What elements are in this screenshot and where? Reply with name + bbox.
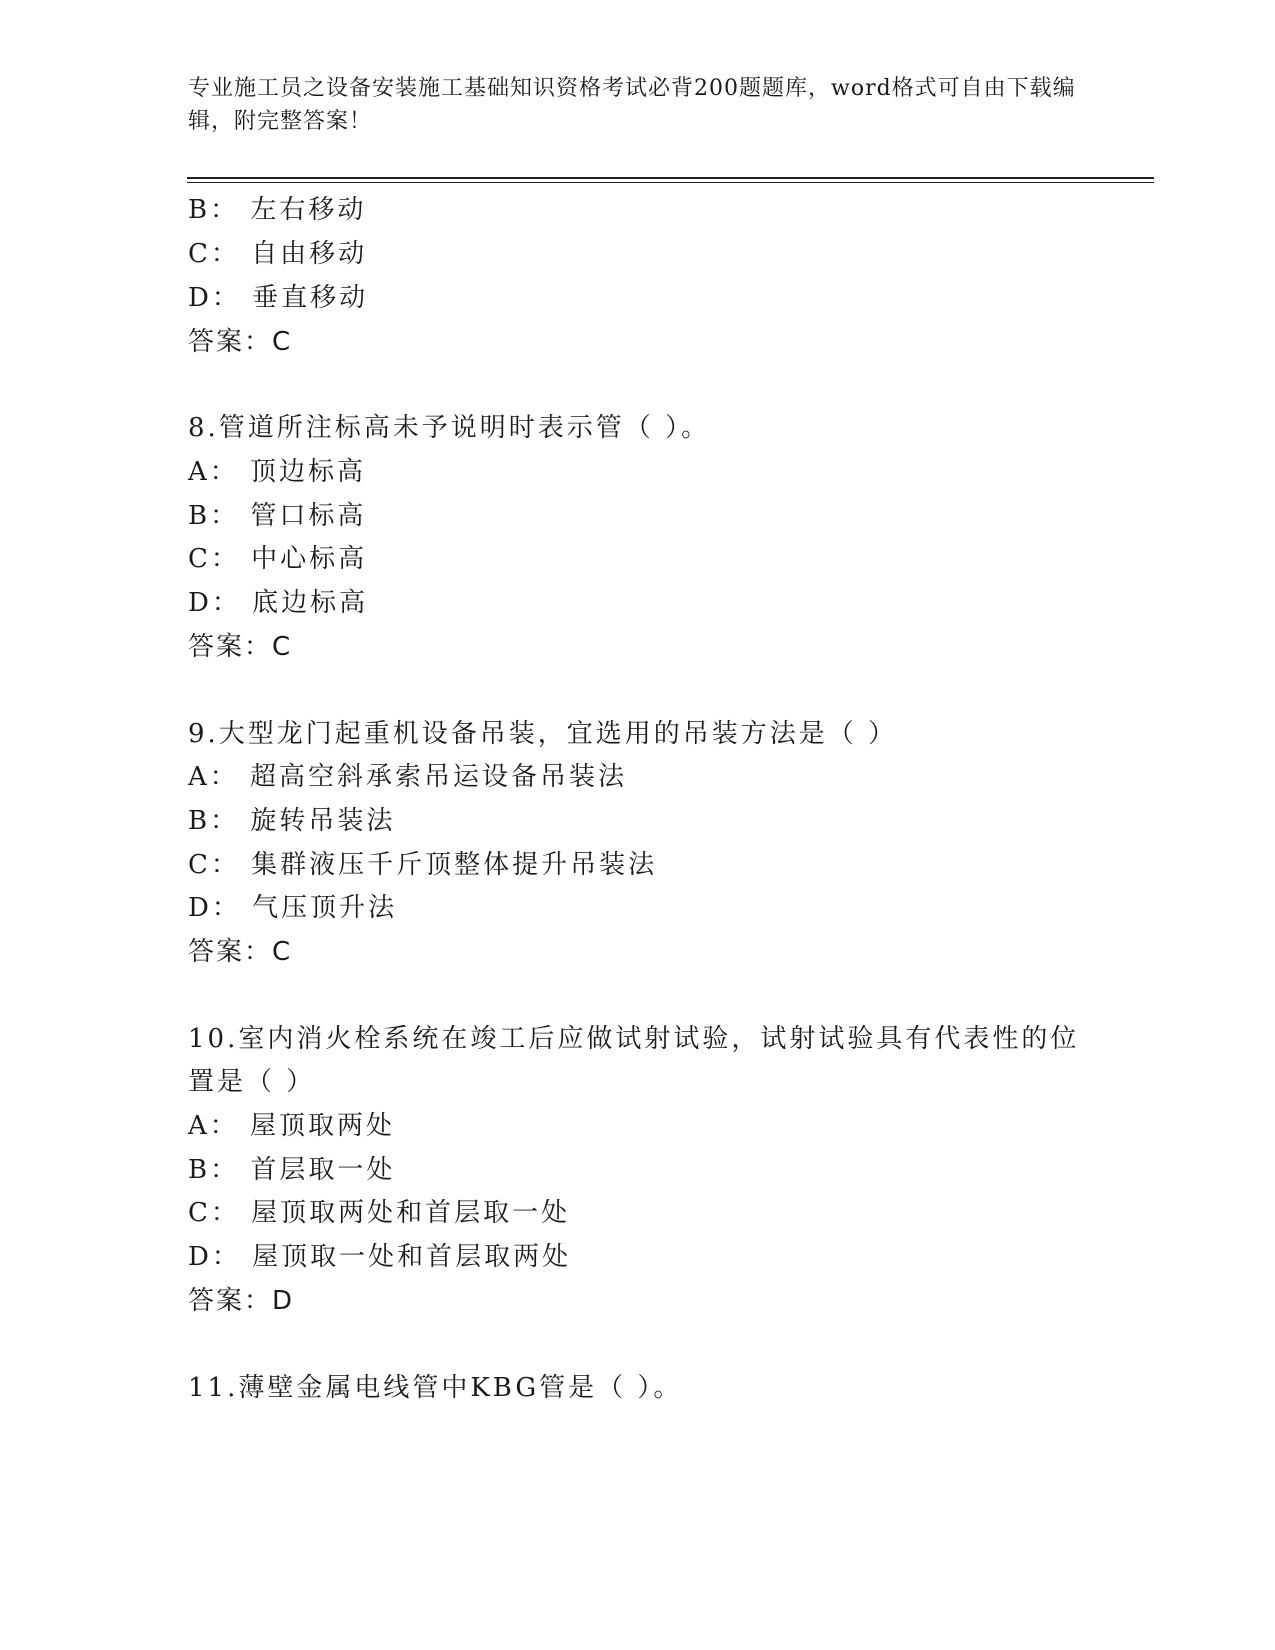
q8-option-c: C： 中心标高 [188, 544, 368, 574]
document-header: 专业施工员之设备安装施工基础知识资格考试必背200题题库，word格式可自由下载编辑，附完整答案！ [188, 76, 1076, 134]
q7-answer: 答案：C [188, 327, 293, 357]
q8-option-b: B： 管口标高 [188, 501, 367, 531]
q9-option-c: C： 集群液压千斤顶整体提升吊装法 [188, 850, 658, 880]
q7-option-c: C： 自由移动 [188, 239, 368, 269]
q9-option-d: D： 气压顶升法 [188, 893, 398, 923]
q9-option-a: A： 超高空斜承索吊运设备吊装法 [188, 762, 628, 792]
q10-stem-line2: 置是（ ） [188, 1067, 316, 1097]
q9-option-b: B： 旋转吊装法 [188, 806, 396, 836]
q10-option-c: C： 屋顶取两处和首层取一处 [188, 1198, 571, 1228]
q9-answer: 答案：C [188, 937, 293, 967]
q8-option-a: A： 顶边标高 [188, 457, 367, 487]
q8-answer: 答案：C [188, 632, 293, 662]
q10-option-b: B： 首层取一处 [188, 1155, 396, 1185]
q7-option-d: D： 垂直移动 [188, 283, 369, 313]
q7-option-b: B： 左右移动 [188, 195, 367, 225]
q10-option-d: D： 屋顶取一处和首层取两处 [188, 1242, 572, 1272]
header-divider-thick [187, 177, 1154, 179]
q11-stem: 11.薄壁金属电线管中KBG管是（ ）。 [188, 1373, 683, 1403]
q8-stem: 8.管道所注标高未予说明时表示管（ ）。 [188, 413, 711, 443]
q10-answer: 答案：D [188, 1286, 295, 1316]
q9-stem: 9.大型龙门起重机设备吊装，宜选用的吊装方法是（ ） [188, 719, 898, 749]
q8-option-d: D： 底边标高 [188, 588, 369, 618]
q10-option-a: A： 屋顶取两处 [188, 1111, 396, 1141]
q10-stem-line1: 10.室内消火栓系统在竣工后应做试射试验，试射试验具有代表性的位 [188, 1024, 1080, 1054]
header-divider-thin [187, 182, 1154, 183]
